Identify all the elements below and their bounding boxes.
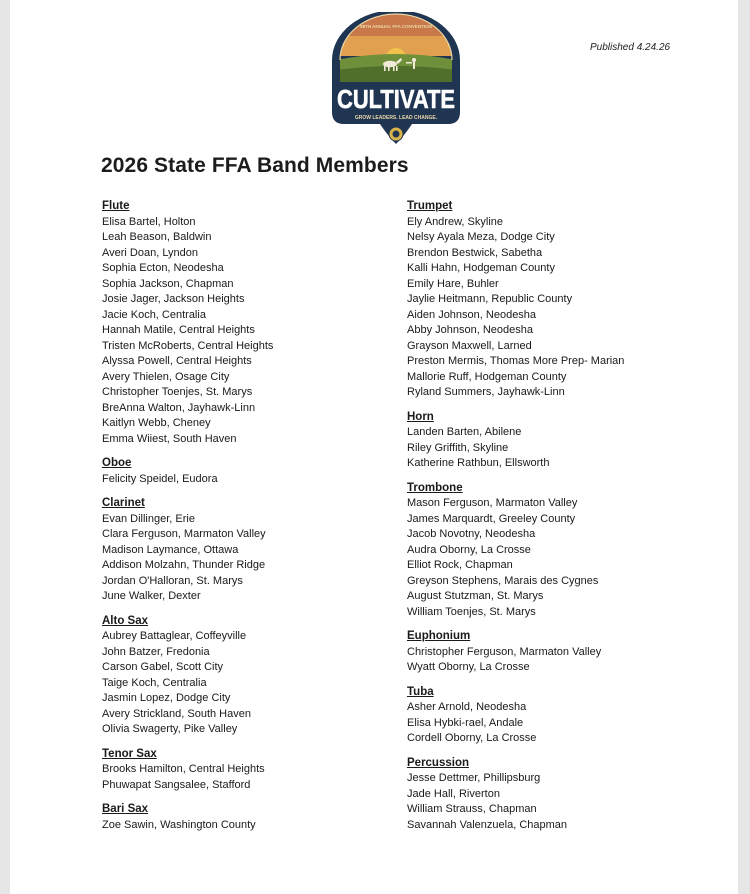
right-column — [407, 199, 707, 842]
member-entry: Zoe Sawin, Washington County — [102, 818, 256, 831]
member-entry: Mallorie Ruff, Hodgeman County — [407, 370, 567, 383]
member-entry: Ryland Summers, Jayhawk-Linn — [407, 386, 565, 398]
member-entry: Emily Hare, Buhler — [407, 277, 499, 290]
member-entry: Wyatt Oborny, La Crosse — [407, 661, 530, 673]
member-entry: Alyssa Powell, Central Heights — [102, 355, 252, 367]
member-entry: Mason Ferguson, Marmaton Valley — [407, 497, 578, 509]
member-entry: Avery Strickland, South Haven — [102, 707, 251, 720]
member-entry: William Strauss, Chapman — [407, 803, 537, 815]
member-entry: Averi Doan, Lyndon — [102, 246, 199, 259]
section-flute — [102, 199, 392, 447]
member-entry: Jesse Dettmer, Phillipsburg — [407, 772, 541, 784]
member-entry: Phuwapat Sangsalee, Stafford — [102, 778, 251, 791]
section-heading: Alto Sax — [102, 614, 149, 627]
member-entry: Madison Laymance, Ottawa — [102, 543, 239, 556]
member-entry: Jaylie Heitmann, Republic County — [407, 293, 573, 305]
section-percussion — [407, 756, 707, 834]
member-entry: Preston Mermis, Thomas More Prep- Marian — [407, 355, 625, 367]
member-entry: Abby Johnson, Neodesha — [407, 324, 533, 336]
member-entry: Greyson Stephens, Marais des Cygnes — [407, 574, 599, 587]
member-entry: James Marquardt, Greeley County — [407, 512, 576, 525]
member-entry: Cordell Oborny, La Crosse — [407, 732, 537, 744]
section-heading: Tuba — [407, 685, 434, 698]
member-entry: Jacob Novotny, Neodesha — [407, 528, 536, 540]
member-entry: Elisa Bartel, Holton — [102, 215, 196, 228]
section-heading: Clarinet — [102, 497, 145, 509]
section-trombone — [407, 481, 707, 621]
member-entry: Olivia Swagerty, Pike Valley — [102, 723, 238, 735]
section-heading: Flute — [102, 200, 130, 212]
section-oboe — [102, 456, 392, 487]
section-heading: Trombone — [407, 481, 463, 494]
section-tenor-sax — [102, 747, 392, 794]
member-entry: Carson Gabel, Scott City — [102, 661, 224, 673]
document-page — [10, 0, 738, 894]
member-entry: Savannah Valenzuela, Chapman — [407, 818, 568, 831]
member-entry: Katherine Rathbun, Ellsworth — [407, 457, 550, 469]
section-heading: Tenor Sax — [102, 747, 157, 760]
member-entry: BreAnna Walton, Jayhawk-Linn — [102, 401, 256, 414]
member-entry: Felicity Speidel, Eudora — [102, 472, 218, 485]
cultivate-logo — [326, 12, 466, 148]
member-entry: Kaitlyn Webb, Cheney — [102, 417, 211, 429]
section-alto-sax — [102, 614, 392, 738]
member-entry: Brooks Hamilton, Central Heights — [102, 763, 265, 775]
section-clarinet — [102, 496, 392, 605]
section-heading: Oboe — [102, 457, 132, 469]
member-entry: Elliot Rock, Chapman — [407, 559, 513, 571]
member-entry: Avery Thielen, Osage City — [102, 370, 230, 383]
section-heading: Percussion — [407, 756, 469, 769]
member-entry: Addison Molzahn, Thunder Ridge — [102, 559, 266, 571]
member-entry: June Walker, Dexter — [102, 590, 201, 602]
member-entry: Josie Jager, Jackson Heights — [102, 293, 245, 305]
section-tuba — [407, 685, 707, 747]
section-euphonium — [407, 629, 707, 676]
member-entry: Sophia Jackson, Chapman — [102, 277, 234, 290]
section-bari-sax — [102, 802, 392, 833]
section-heading: Bari Sax — [102, 803, 149, 815]
section-heading: Trumpet — [407, 200, 453, 212]
member-entry: Ely Andrew, Skyline — [407, 215, 503, 228]
member-entry: Audra Oborny, La Crosse — [407, 543, 531, 556]
member-entry: Christopher Toenjes, St. Marys — [102, 386, 253, 398]
member-entry: Leah Beason, Baldwin — [102, 231, 212, 243]
member-entry: Jade Hall, Riverton — [407, 787, 500, 800]
member-entry: Jacie Koch, Centralia — [102, 308, 206, 321]
member-entry: Brendon Bestwick, Sabetha — [407, 246, 543, 259]
member-entry: Hannah Matile, Central Heights — [102, 324, 255, 336]
member-entry: Riley Griffith, Skyline — [407, 441, 509, 454]
logo-word: CULTIVATE — [337, 84, 455, 114]
published-date: Published 4.24.26 — [590, 42, 671, 53]
member-entry: Grayson Maxwell, Larned — [407, 339, 532, 352]
left-column — [102, 199, 392, 842]
member-entry: Aubrey Battaglear, Coffeyville — [102, 630, 247, 642]
member-entry: Asher Arnold, Neodesha — [407, 701, 527, 713]
member-entry: August Stutzman, St. Marys — [407, 590, 544, 602]
member-entry: Christopher Ferguson, Marmaton Valley — [407, 645, 602, 658]
section-trumpet — [407, 199, 707, 401]
member-entry: Nelsy Ayala Meza, Dodge City — [407, 231, 555, 243]
section-heading: Euphonium — [407, 630, 471, 642]
member-entry: William Toenjes, St. Marys — [407, 605, 536, 618]
member-entry: John Batzer, Fredonia — [102, 645, 210, 658]
member-entry: Clara Ferguson, Marmaton Valley — [102, 528, 266, 540]
section-heading: Horn — [407, 410, 434, 423]
page-title: 2026 State FFA Band Members — [101, 154, 409, 177]
logo-tagline: GROW LEADERS. LEAD CHANGE. — [354, 115, 438, 121]
logo-top-text: 98TH ANNUAL FFA CONVENTION — [360, 24, 432, 29]
member-entry: Sophia Ecton, Neodesha — [102, 262, 224, 274]
member-entry: Jasmin Lopez, Dodge City — [102, 692, 231, 704]
member-entry: Tristen McRoberts, Central Heights — [102, 339, 274, 352]
member-entry: Evan Dillinger, Erie — [102, 512, 195, 525]
member-entry: Taige Koch, Centralia — [102, 676, 207, 689]
member-entry: Elisa Hybki-rael, Andale — [407, 716, 524, 729]
member-entry: Landen Barten, Abilene — [407, 426, 522, 438]
member-entry: Kalli Hahn, Hodgeman County — [407, 262, 555, 274]
section-horn — [407, 410, 707, 472]
member-entry: Emma Wiiest, South Haven — [102, 432, 237, 445]
member-entry: Jordan O'Halloran, St. Marys — [102, 574, 243, 587]
member-entry: Aiden Johnson, Neodesha — [407, 308, 537, 321]
